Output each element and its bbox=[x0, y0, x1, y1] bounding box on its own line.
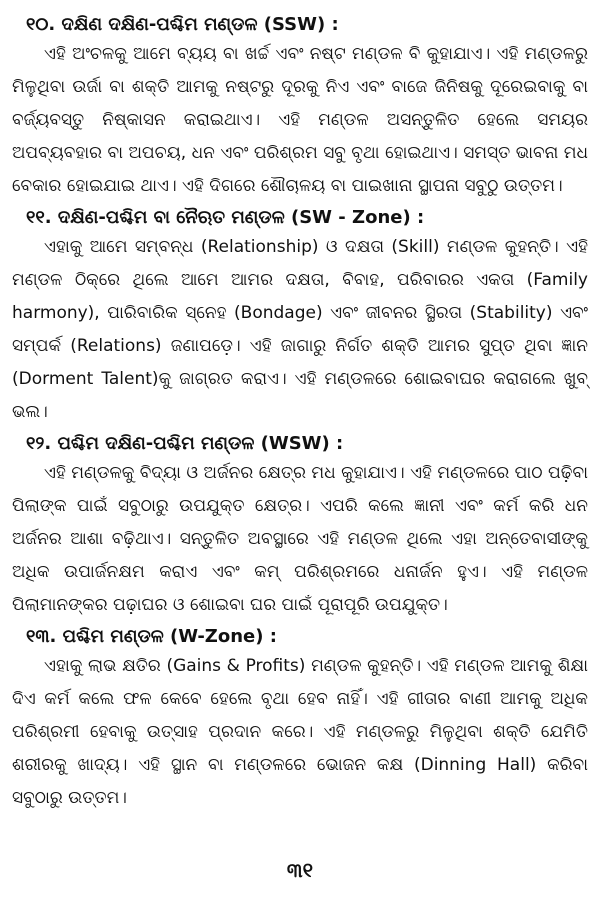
section-heading: ୧୧. ଦକ୍ଷିଣ-ପଶ୍ଚିମ ବା ନୈଋତ ମଣ୍ଡଳ (SW - Zone) : bbox=[26, 207, 425, 228]
section-heading: ୧୦. ଦକ୍ଷିଣ ଦକ୍ଷିଣ-ପଶ୍ଚିମ ମଣ୍ଡଳ (SSW) : bbox=[26, 14, 339, 35]
section-sw-zone bbox=[12, 205, 588, 429]
section-paragraph: ଏହାକୁ ଆମେ ସମ୍ବନ୍ଧ (Relationship) ଓ ଦକ୍ଷତା (Skill) ମଣ୍ଡଳ କୁହନ୍ତି। ଏହି ମଣ୍ଡଳ ଠିକ୍‌ରେ ଥିଲେ ଆମେ ଆମର ଦକ୍ଷତା, ବିବାହ, ପରିବାରର ଏକତା (Family harmony), ପାରିବାରିକ ସ୍ନେହ (Bondage) ଏବଂ ଜୀବନର ସ୍ଥିରତା (Stability) ଏବଂ ସମ୍ପର୍କ (Relations) ଜଣାପଡ଼େ। ଏହି ଜାଗାରୁ ନିର୍ଗତ ଶକ୍ତି ଆମର ସୁପ୍ତ ଥିବା ଜ୍ଞାନ (Dorment Talent)କୁ ଜାଗ୍ରତ କରାଏ। ଏହି ମଣ୍ଡଳରେ ଶୋଇବାଘର କରାଗଲେ ଖୁବ୍ ଭଲ। bbox=[12, 237, 588, 422]
section-paragraph: ଏହି ମଣ୍ଡଳକୁ ବିଦ୍ୟା ଓ ଅର୍ଜନର କ୍ଷେତ୍ର ମଧ କୁହାଯାଏ। ଏହି ମଣ୍ଡଳରେ ପାଠ ପଢ଼ିବା ପିଲାଙ୍କ ପାଇଁ ସବୁଠାରୁ ଉପଯୁକ୍ତ କ୍ଷେତ୍ର। ଏପରି କଲେ ଜ୍ଞାନୀ ଏବଂ କର୍ମ କରି ଧନ ଅର୍ଜନର ଆଶା ବଢ଼ିଥାଏ। ସନ୍ତୁଳିତ ଅବସ୍ଥାରେ ଏହି ମଣ୍ଡଳ ଥିଲେ ଏହା ଅନ୍ତେବାସୀଙ୍କୁ ଅଧିକ ଉପାର୍ଜନକ୍ଷମ କରାଏ ଏବଂ କମ୍ ପରିଶ୍ରମରେ ଧନାର୍ଜନ ହୁଏ। ଏହି ମଣ୍ଡଳ ପିଲାମାନଙ୍କର ପଢ଼ାଘର ଓ ଶୋଇବା ଘର ପାଇଁ ପୂରାପୂରି ଉପଯୁକ୍ତ। bbox=[12, 463, 588, 615]
section-ssw bbox=[12, 12, 588, 203]
section-paragraph: ଏହି ଅଂଚଳକୁ ଆମେ ବ୍ୟୟ ବା ଖର୍ଚ୍ଚ ଏବଂ ନଷ୍ଟ ମଣ୍ଡଳ ବି କୁହାଯାଏ। ଏହି ମଣ୍ଡଳରୁ ମିଳୁଥିବା ଉର୍ଜା ବା ଶକ୍ତି ଆମକୁ ନଷ୍ଟରୁ ଦୂରକୁ ନିଏ ଏବଂ ବାଜେ ଜିନିଷକୁ ଦୂରେଇବାକୁ ବା ବର୍ଜ୍ୟବସ୍ତୁ ନିଷ୍କାସନ କରାଇଥାଏ। ଏହି ମଣ୍ଡଳ ଅସନ୍ତୁଳିତ ହେଲେ ସମୟର ଅପବ୍ୟବହାର ବା ଅପଚୟ, ଧନ ଏବଂ ପରିଶ୍ରମ ସବୁ ବୃଥା ହୋଇଥାଏ। ସମସ୍ତ ଭାବନା ମଧ ବେକାର ହୋଇଯାଇ ଥାଏ। ଏହି ଦିଗରେ ଶୌଚାଳୟ ବା ପାଇଖାନା ସ୍ଥାପନା ସବୁଠୁ ଉତ୍ତମ। bbox=[12, 44, 588, 196]
section-w-zone bbox=[12, 624, 588, 815]
section-wsw bbox=[12, 431, 588, 622]
section-heading: ୧୩. ପଶ୍ଚିମ ମଣ୍ଡଳ (W-Zone) : bbox=[26, 626, 277, 647]
section-paragraph: ଏହାକୁ ଲାଭ କ୍ଷତିର (Gains & Profits) ମଣ୍ଡଳ କୁହନ୍ତି। ଏହି ମଣ୍ଡଳ ଆମକୁ ଶିକ୍ଷା ଦିଏ କର୍ମ କଲେ ଫଳ କେବେ ହେଲେ ବୃଥା ହେବ ନାହିଁ। ଏହି ଗୀତାର ବାଣୀ ଆମକୁ ଅଧିକ ପରିଶ୍ରମୀ ହେବାକୁ ଉତ୍ସାହ ପ୍ରଦାନ କରେ। ଏହି ମଣ୍ଡଳରୁ ମିଳୁଥିବା ଶକ୍ତି ଯେମିତି ଶରୀରକୁ ଖାଦ୍ୟ। ଏହି ସ୍ଥାନ ବା ମଣ୍ଡଳରେ ଭୋଜନ କକ୍ଷ (Dinning Hall) କରିବା ସବୁଠାରୁ ଉତ୍ତମ। bbox=[12, 656, 588, 808]
section-heading: ୧୨. ପଶ୍ଚିମ ଦକ୍ଷିଣ-ପଶ୍ଚିମ ମଣ୍ଡଳ (WSW) : bbox=[26, 433, 344, 454]
page-number: ୩୧ bbox=[286, 858, 314, 882]
